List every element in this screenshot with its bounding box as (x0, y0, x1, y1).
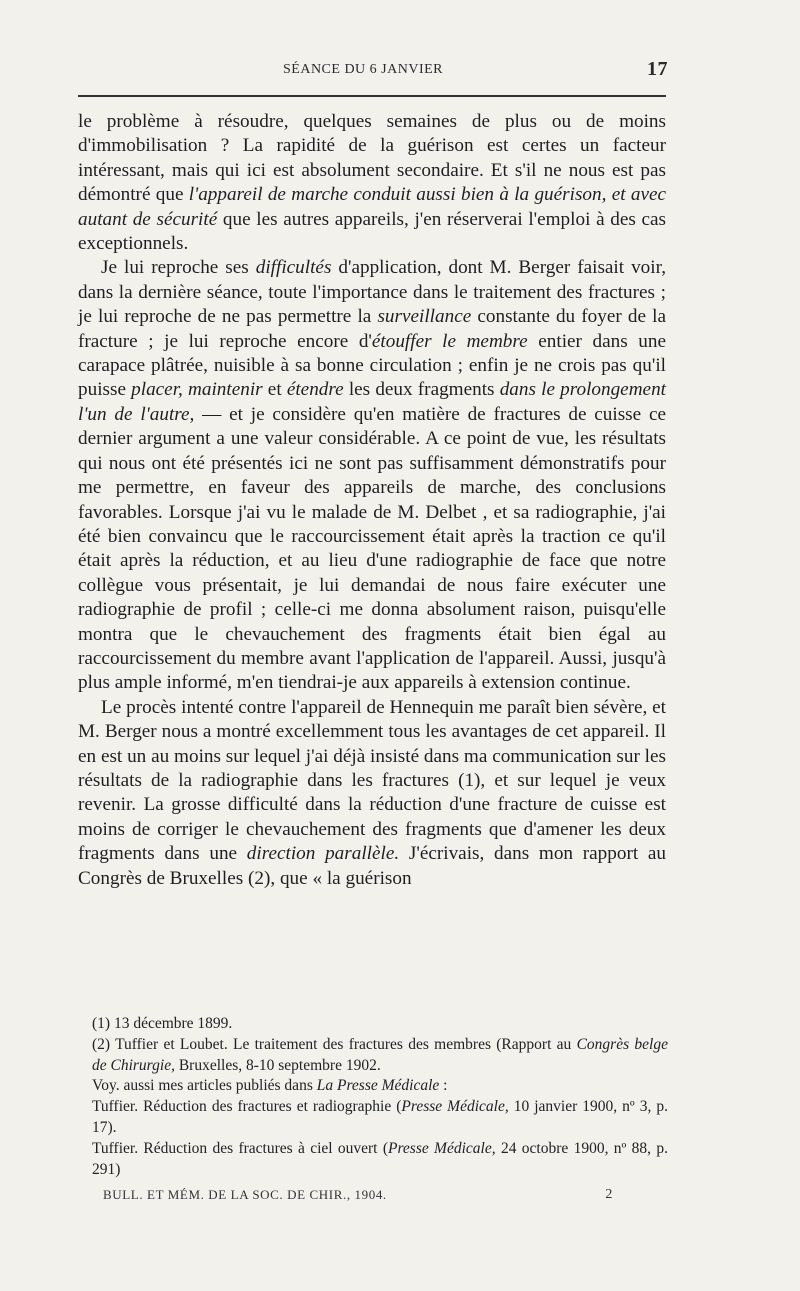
footnote-2-em: Congrès belge de Chirurgie, (92, 1035, 668, 1074)
sheet-number: 2 (605, 1187, 613, 1202)
footnote-3-text-a: Voy. aussi mes articles publiés dans (92, 1077, 313, 1095)
paragraph-1 (78, 110, 666, 256)
p2-text-e: et (267, 379, 282, 401)
signature-line (103, 1187, 613, 1203)
running-title: SÉANCE DU 6 JANVIER (283, 62, 443, 77)
paragraph-3 (78, 696, 666, 891)
p3-em-direction: direction parallèle. (246, 843, 400, 865)
p2-text-a: Je lui reproche ses (101, 257, 249, 279)
header-rule (78, 95, 666, 97)
p2-em-prolongement: dans le prolongement l'un de l'autre, (78, 379, 666, 425)
footnote-2 (78, 1035, 668, 1077)
p2-text-g: — et je considère qu'en matière de fractures de cuisse ce dernier argument a une valeur considérable. A ce point de vue, les résultats qui nous ont été présentés ici ne sont pas suffisamment démonstratifs pour me permettre, en faveur des appareils de marche, des conclusions favorables. Lorsque j'ai vu le malade de M. Delbet , et sa radiographie, j'ai été bien convaincu que le raccourcissement était après la traction ce qu'il était après la réduction, et au lieu d'une radiographie de face que notre collègue vous présentait, je lui demandai de nous faire exécuter une radiographie de profil ; celle-ci me donna absolument raison, puisqu'elle montra que le chevauchement des fragments était bien égal au raccourcissement du membre avant l'application de l'appareil. Aussi, jusqu'à plus ample informé, m'en tiendrai-je aux appareils à extension continue. (78, 403, 666, 694)
footnote-4-em: Presse Médicale, (401, 1098, 509, 1116)
paragraph-2 (78, 256, 666, 695)
footnote-1: (1) 13 décembre 1899. (92, 1015, 233, 1032)
page-number: 17 (647, 58, 668, 80)
footnote-5-em: Presse Médicale, (387, 1139, 496, 1157)
p1-emphasis: l'appareil de marche conduit aussi bien à la guérison, et avec autant de sécurité (78, 184, 667, 230)
footnote-3-em: La Presse Médicale (316, 1077, 440, 1095)
footnote-2-text-b: Bruxelles, 8-10 septembre 1902. (178, 1056, 381, 1074)
p2-em-difficultes: difficultés (255, 257, 332, 279)
p2-em-placer: placer, maintenir (131, 379, 263, 401)
p2-text-f: les deux fragments (348, 379, 495, 401)
main-text (78, 110, 666, 891)
p2-text-d: entier dans une carapace plâtrée, nuisible à sa bonne circulation ; enfin je ne crois pas qu'il puisse (78, 330, 666, 401)
p1-text: le problème à résoudre, quelques semaines de plus ou de moins d'immobilisation ? La rapidité de la guérison est certes un facteur intéressant, mais qui ici est absolument secondaire. Et s'il ne nous est pas démontré que (78, 111, 666, 206)
footnote-5-text-b: 24 octobre 1900, nº 88, p. 291) (92, 1139, 668, 1178)
footnote-4-text-b: 10 janvier 1900, nº 3, p. 17). (92, 1098, 669, 1136)
footnote-5 (78, 1139, 668, 1181)
footnote-4 (78, 1097, 668, 1139)
p2-text-c: constante du foyer de la fracture ; je lui reproche encore d' (78, 306, 667, 352)
p3-text-b: J'écrivais, dans mon rapport au Congrès de Bruxelles (2), que « la guérison (78, 843, 667, 889)
p2-em-etendre: étendre (286, 379, 344, 401)
p1-tail: que les autres appareils, j'en réserverai l'emploi à des cas exceptionnels. (78, 208, 666, 255)
footnote-3-text-b: : (443, 1077, 448, 1095)
footnote-2-text-a: (2) Tuffier et Loubet. Le traitement des fractures des membres (Rapport au (92, 1035, 572, 1053)
footnote-5-text-a: Tuffier. Réduction des fractures à ciel ouvert ( (92, 1139, 388, 1157)
p3-text-a: Le procès intenté contre l'appareil de Hennequin me paraît bien sévère, et M. Berger nous a montré excellemment tous les avantages de cet appareil. Il en est un au moins sur lequel j'ai déjà insisté dans ma communication sur les résultats de la radiographie dans les fractures (1), et sur lequel je veux revenir. La grosse difficulté dans la réduction d'une fracture de cuisse est moins de corriger le chevauchement des fragments que d'amener les deux fragments dans une (78, 696, 666, 865)
footnote-3 (78, 1076, 668, 1097)
p2-em-etouffer: étouffer le membre (371, 330, 528, 352)
p2-text-b: d'application, dont M. Berger faisait voir, dans la dernière séance, toute l'importance dans le traitement des fractures ; je lui reproche de ne pas permettre la (78, 257, 667, 328)
signature-text: BULL. ET MÉM. DE LA SOC. DE CHIR., 1904. (103, 1187, 387, 1202)
footnote-4-text-a: Tuffier. Réduction des fractures et radiographie ( (92, 1098, 402, 1116)
footnotes (78, 1014, 668, 1180)
p2-em-surveillance: surveillance (377, 306, 472, 328)
